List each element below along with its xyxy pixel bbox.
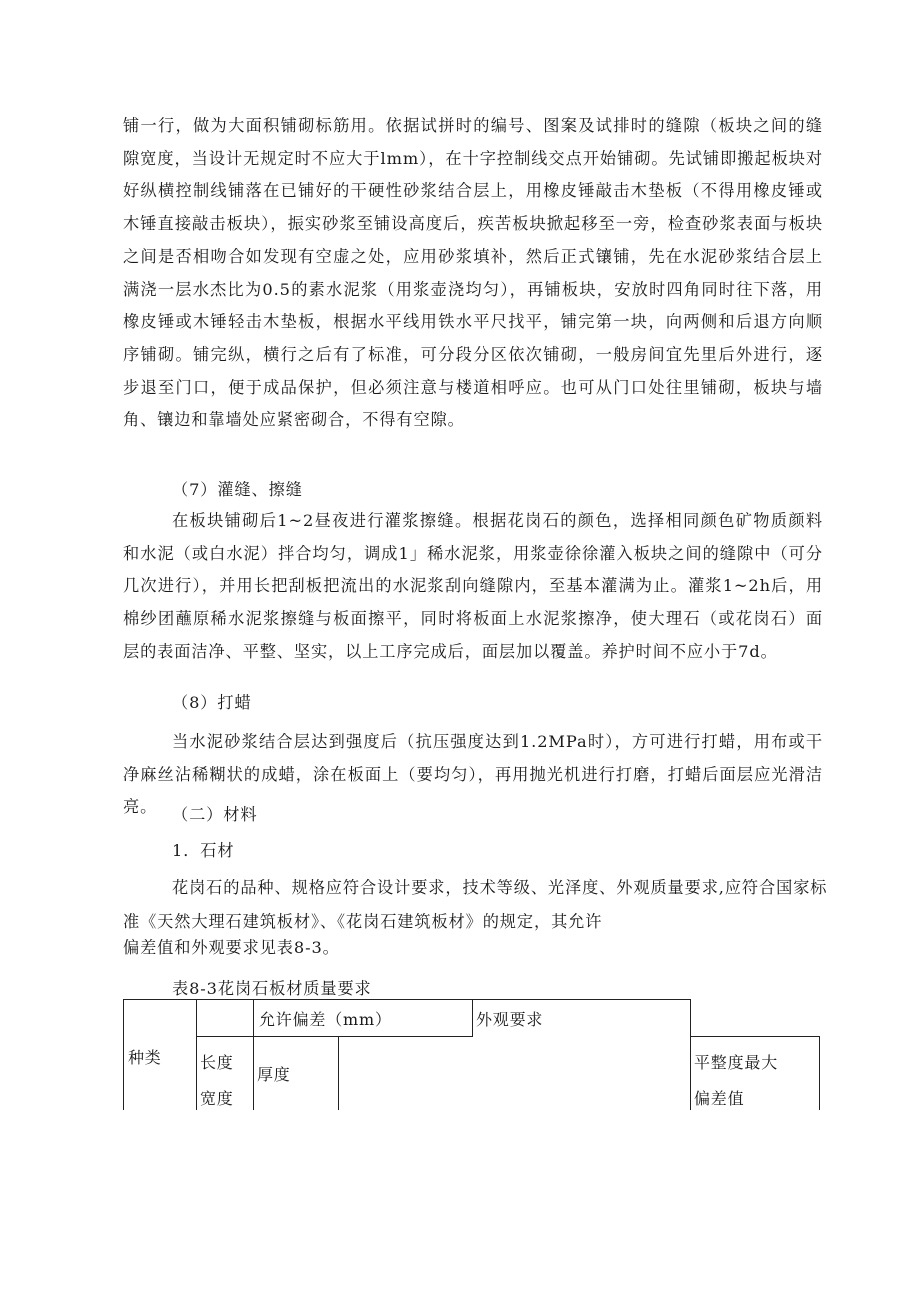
table-header-appearance: 外观要求 [476,1010,544,1029]
table-header-tolerance: 允许偏差（mm） [259,1010,392,1029]
section-heading-materials: （二）材料 [172,805,258,824]
body-paragraph-4-line-1: 花岗石的品种、规格应符合设计要求，技术等级、光泽度、外观质量要求,应符合国家标 [172,878,828,897]
table-caption: 表8-3花岗石板材质量要求 [172,979,372,998]
table-header-width: 宽度 [200,1089,234,1108]
table-rule [197,1036,473,1037]
body-paragraph-4-line-3: 偏差值和外观要求见表8-3。 [123,938,340,957]
table-header-flatness-line-1: 平整度最大 [694,1053,779,1072]
table-rule [123,999,691,1000]
table-rule [472,999,473,1037]
table-header-length: 长度 [200,1053,234,1072]
subheading-stone: 1．石材 [172,841,235,860]
table-rule [338,1036,339,1110]
table-rule [691,1036,820,1037]
table-header-flatness-line-2: 偏差值 [694,1089,745,1108]
heading-grout-joints: （7）灌缝、擦缝 [172,480,303,499]
body-paragraph-3: 当水泥砂浆结合层达到强度后（抗压强度达到1.2MPa时），方可进行打蜡，用布或干净麻丝沾稀糊状的成蜡，涂在板面上（要均匀），再用抛光机进行打磨，打蜡后面层应光滑洁亮。 [123,732,823,817]
table-rule [196,999,197,1110]
body-paragraph-1: 铺一行，做为大面积铺砌标筋用。依据试拼时的编号、图案及试排时的缝隙（板块之间的缝隙宽度，当设计无规定时不应大于lmm），在十字控制线交点开始铺砌。先试铺即搬起板块对好纵横控制线铺落在已铺好的干硬性砂浆结合层上，用橡皮锤敲击木垫板（不得用橡皮锤或木锤直接敲击板块），振实砂浆至铺设高度后，疾苦板块掀起移至一旁，检查砂浆表面与板块之间是否相吻合如发现有空虚之处，应用砂浆填补，然后正式镶铺，先在水泥砂浆结合层上满浇一层水杰比为0.5的素水泥浆（用浆壶浇均匀），再铺板块，安放时四角同时往下落，用橡皮锤或木锤轻击木垫板，根据水平线用铁水平尺找平，铺完第一块，向两侧和后退方向顺序铺砌。铺完纵，横行之后有了标准，可分段分区依次铺砌，一般房间宜先里后外进行，逐步退至门口，便于成品保护，但必须注意与楼道相呼应。也可从门口处往里铺砌，板块与墙角、镶边和靠墙处应紧密砌合，不得有空隙。 [123,116,823,430]
table-rule [253,999,254,1110]
heading-waxing: （8）打蜡 [172,693,252,712]
body-paragraph-4-line-2: 准《天然大理石建筑板材》、《花岗石建筑板材》的规定，其允许 [123,912,603,931]
table-rule [690,999,691,1110]
table-header-thickness: 厚度 [257,1065,291,1084]
table-header-kind: 种类 [128,1048,162,1067]
body-paragraph-2: 在板块铺砌后1~2昼夜进行灌浆擦缝。根据花岗石的颜色，选择相同颜色矿物质颜料和水泥（或白水泥）拌合均匀，调成1」稀水泥浆，用浆壶徐徐灌入板块之间的缝隙中（可分几次进行），并用长把刮板把流出的水泥浆刮向缝隙内，至基本灌满为止。灌浆1~2h后，用棉纱团蘸原稀水泥浆擦缝与板面擦平，同时将板面上水泥浆擦净，使大理石（或花岗石）面层的表面洁净、平整、坚实，以上工序完成后，面层加以覆盖。养护时间不应小于7d。 [123,511,823,661]
table-rule [819,1036,820,1110]
table-rule [123,999,124,1110]
